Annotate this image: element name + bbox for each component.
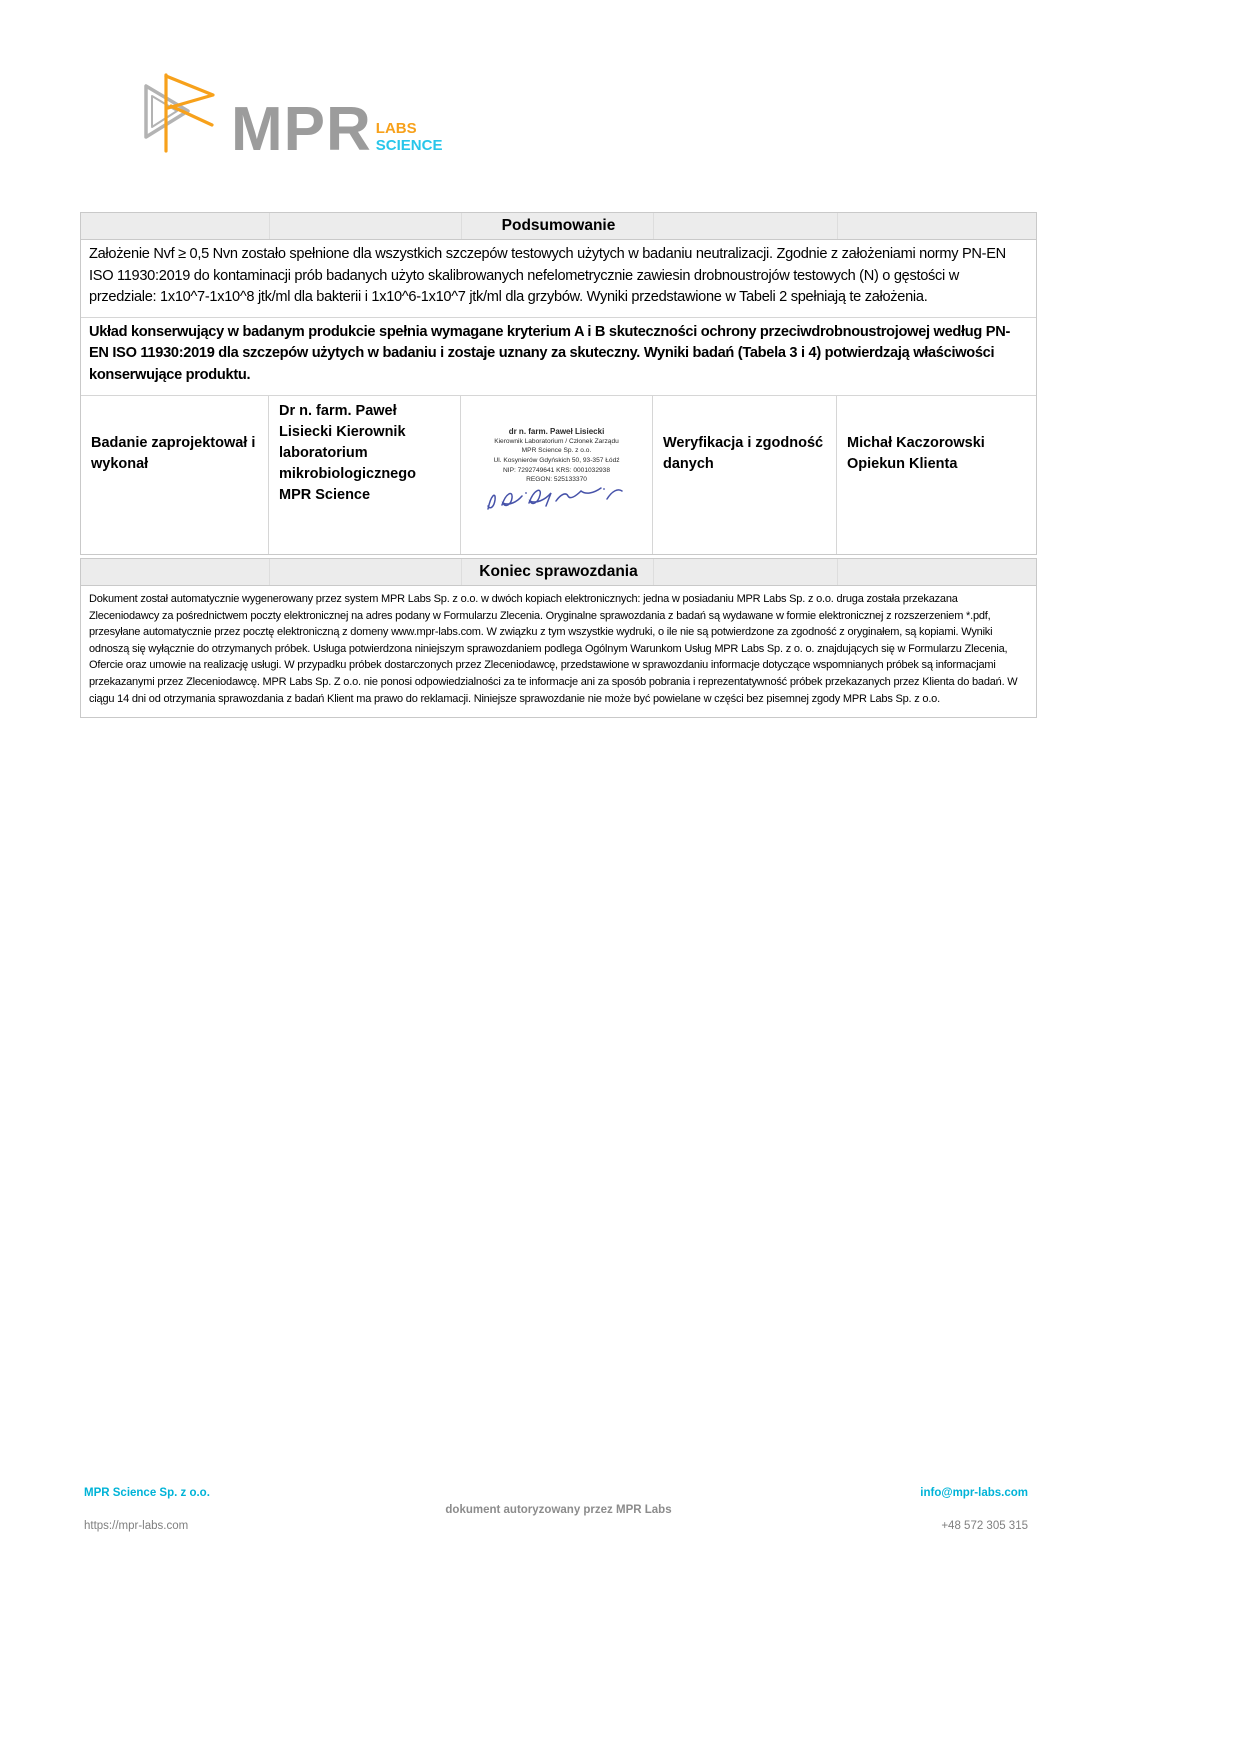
footer-authorization-note: dokument autoryzowany przez MPR Labs (445, 1504, 672, 1516)
column-separator (269, 213, 270, 239)
summary-table (80, 212, 1037, 555)
verification-cell: Weryfikacja i zgodność danych (653, 396, 837, 554)
mpr-triangle-flag-icon (143, 72, 219, 156)
company-stamp (493, 427, 619, 485)
ending-title: Koniec sprawozdania (479, 563, 638, 580)
stamp-line: MPR Science Sp. z o.o. (521, 447, 592, 455)
stamp-line: Ul. Kosynierów Gdyńskich 50, 93-357 Łódź (493, 456, 620, 464)
verifier-cell: Michał Kaczorowski Opiekun Klienta (847, 434, 985, 472)
designer-cell: Dr n. farm. Paweł Lisiecki Kierownik laboratorium mikrobiologicznego MPR Science (269, 396, 461, 554)
footer-email-link[interactable]: info@mpr-labs.com (920, 1487, 1028, 1499)
ending-disclaimer-text: Dokument został automatycznie wygenerowany przez system MPR Labs Sp. z o.o. w dwóch kopiach elektronicznych: jedna w posiadaniu MPR Labs Sp. z o.o. druga została przekazana Zleceniodawcy za pośrednictwem poczty elektronicznej na adres podany w Formularzu Zlecenia. Oryginalne sprawozdania z badań są wydawane w formie elektronicznej z rozszerzeniem *.pdf, przesyłane automatycznie przez pocztę elektroniczną z domeny www.mpr-labs.com. W związku z tym wszystkie wydruki, o ile nie są potwierdzone za zgodność z oryginałem, są kopiami. Wyniki odnoszą się wyłącznie do otrzymanych próbek. Usługa potwierdzona niniejszym sprawozdaniem podlega Ogólnym Warunkom Usług MPR Labs Sp. z o. o. znajdujących się w Formularzu Zlecenia, Ofercie oraz umowie na realizację usługi. W przypadku próbek dostarczonych przez Zleceniodawcę, przedstawione w sprawozdaniu informacje dotyczące wspomnianych próbek są informacjami przekazanymi przez Zleceniodawcę. MPR Labs Sp. Z o.o. nie ponosi odpowiedzialności za te informacje ani za sposób pobrania i reprezentatywność próbek przekazanych przez Klienta do badań. W ciągu 14 dni od otrzymania sprawozdania z badań Klient ma prawo do reklamacji. Niniejsze sprawozdanie nie może być powielane w części bez pisemnej zgody MPR Labs Sp. z o.o. (89, 593, 1018, 705)
logo-text (231, 95, 443, 165)
handwritten-signature (482, 479, 632, 519)
stamp-line: dr n. farm. Paweł Lisiecki (508, 426, 605, 436)
summary-paragraph-2: Układ konserwujący w badanym produkcie spełnia wymagane kryterium A i B skuteczności ochrony przeciwdrobnoustrojowej według PN-EN ISO 11930:2019 dla szczepów użytych w badaniu i zostaje uznany za skuteczny. Wyniki badań (Tabela 3 i 4) potwierdzają właściwości konserwujące produktu. (81, 318, 1036, 396)
stamp-line: NIP: 7292749641 KRS: 0001032938 (502, 466, 611, 474)
logo-science-label: SCIENCE (375, 136, 443, 154)
column-separator (461, 213, 462, 239)
column-separator (653, 559, 654, 585)
summary-header (81, 213, 1036, 240)
footer-phone-number: +48 572 305 315 (941, 1520, 1028, 1532)
logo-sub (376, 120, 443, 155)
column-separator (461, 559, 462, 585)
ending-header (81, 559, 1036, 586)
stamp-line: REGON: 525133370 (526, 476, 587, 484)
footer-website-link[interactable]: https://mpr-labs.com (84, 1520, 189, 1532)
summary-paragraph-1: Założenie Nvf ≥ 0,5 Nvn zostało spełnione dla wszystkich szczepów testowych użytych w badaniu neutralizacji. Zgodnie z założeniami normy PN-EN ISO 11930:2019 do kontaminacji prób badanych użyto skalibrowanych nefelometrycznie zawiesin drobnoustrojów testowych (N) o gęstości w przedziale: 1x10^7-1x10^8 jtk/ml dla bakterii i 1x10^6-1x10^7 jtk/ml dla grzybów. Wyniki przedstawione w Tabeli 2 spełniają te założenia. (81, 240, 1036, 318)
stamp-line: Kierownik Laboratorium / Członek Zarządu (494, 437, 619, 445)
stamp-cell (461, 396, 653, 554)
column-separator (837, 213, 838, 239)
summary-title: Podsumowanie (501, 217, 616, 234)
column-separator (653, 213, 654, 239)
footer-company-name: MPR Science Sp. z o.o. (84, 1487, 210, 1499)
column-separator (837, 559, 838, 585)
column-separator (269, 559, 270, 585)
mpr-logo (143, 72, 443, 165)
designed-by-cell: Badanie zaprojektował i wykonał (81, 396, 269, 554)
signature-row (81, 396, 1036, 554)
ending-table (80, 558, 1037, 718)
logo-labs-label: LABS (375, 119, 417, 137)
logo-brand: MPR (231, 95, 372, 165)
